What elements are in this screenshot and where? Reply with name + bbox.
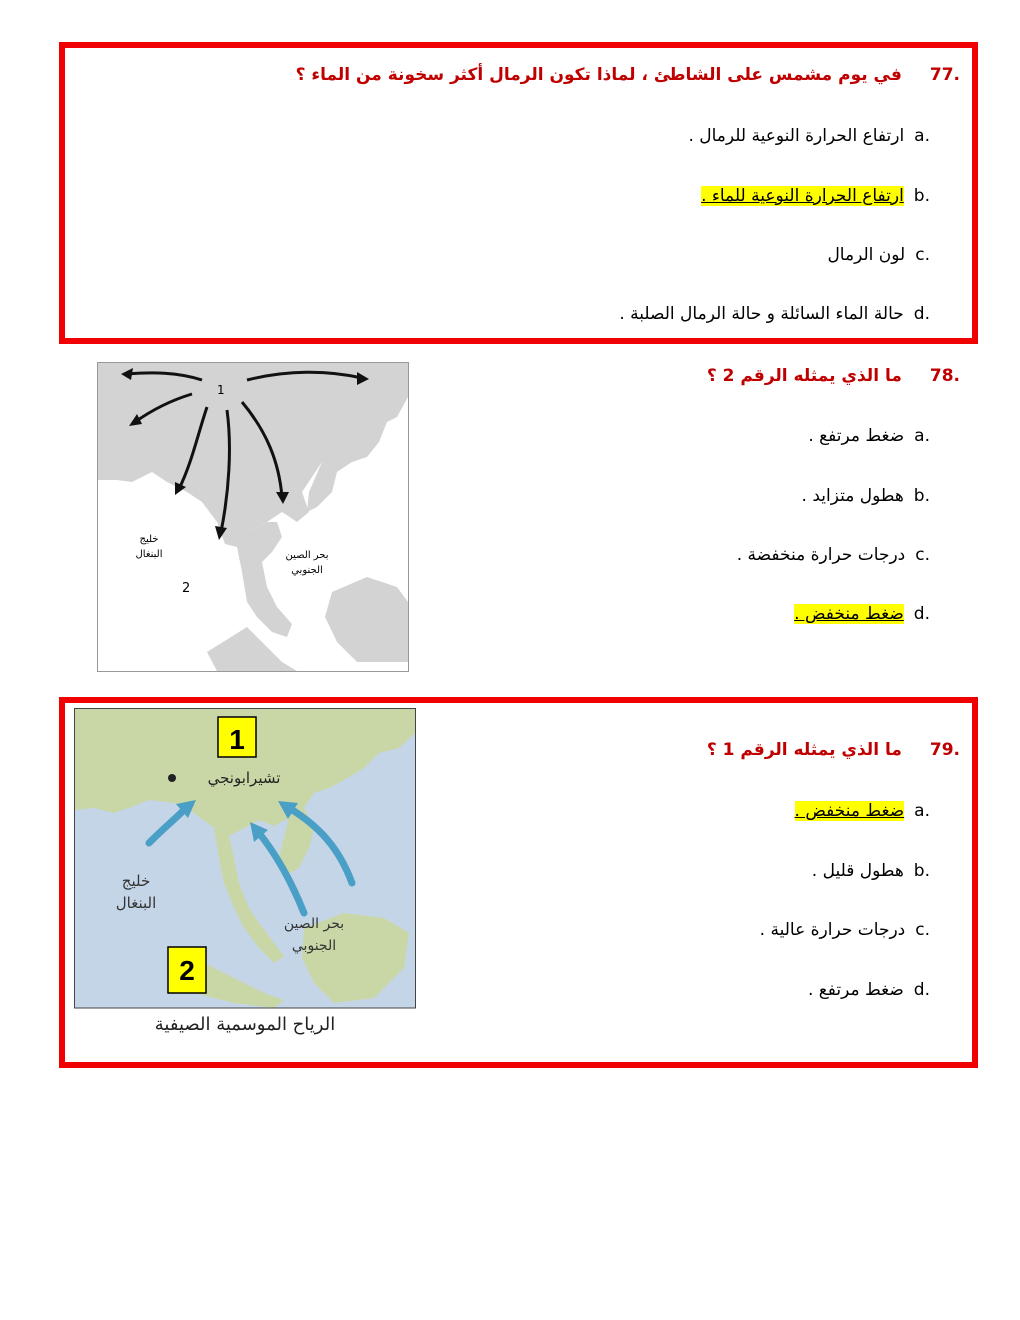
question-number: .77 xyxy=(929,65,960,85)
sea-label-line2: الجنوبي xyxy=(291,938,337,954)
option-letter: .d xyxy=(913,304,930,324)
city-dot xyxy=(168,774,176,782)
question-number: .79 xyxy=(929,740,960,760)
option-text-highlighted: ضغط منخفض . xyxy=(794,604,904,624)
option-letter: .c xyxy=(915,245,930,265)
option-text: لون الرمال xyxy=(827,245,906,265)
option-79-b[interactable] xyxy=(812,861,930,881)
option-text: ارتفاع الحرارة النوعية للرمال . xyxy=(688,126,905,146)
option-text: هطول متزايد . xyxy=(801,486,904,506)
option-79-d[interactable] xyxy=(808,980,930,1000)
sea-label-line2: الجنوبي xyxy=(291,565,323,576)
option-letter: .b xyxy=(913,486,930,506)
option-text: درجات حرارة منخفضة . xyxy=(736,545,906,565)
question-text: ما الذي يمثله الرقم 1 ؟ xyxy=(706,740,902,760)
option-letter: .d xyxy=(913,604,930,624)
option-text: درجات حرارة عالية . xyxy=(759,920,906,940)
option-text-highlighted: ارتفاع الحرارة النوعية للماء . xyxy=(701,186,904,206)
option-78-b[interactable] xyxy=(802,486,930,506)
option-text: هطول قليل . xyxy=(811,861,904,881)
option-letter: .b xyxy=(913,186,930,206)
option-text: حالة الماء السائلة و حالة الرمال الصلبة . xyxy=(619,304,904,324)
map-label-2: 2 xyxy=(182,581,191,596)
question-text: في يوم مشمس على الشاطئ ، لماذا تكون الرمال أكثر سخونة من الماء ؟ xyxy=(295,65,902,85)
option-79-c[interactable] xyxy=(760,920,930,940)
option-letter: .a xyxy=(914,801,930,821)
monsoon-map-winter xyxy=(97,362,409,672)
question-79-title xyxy=(707,740,960,760)
question-78-title xyxy=(707,366,960,386)
bay-label-line1: خليج xyxy=(121,872,151,890)
sea-label-line1: بحر الصين xyxy=(283,916,345,932)
city-label: تشيرابونجي xyxy=(207,769,281,787)
option-letter: .a xyxy=(914,426,930,446)
option-77-b[interactable] xyxy=(701,186,930,206)
map-label-1: 1 xyxy=(217,383,225,397)
option-79-a[interactable] xyxy=(795,801,930,821)
option-letter: .b xyxy=(913,861,930,881)
option-text: ضغط مرتفع . xyxy=(807,980,904,1000)
question-77-title xyxy=(296,65,960,85)
bay-label-line1: خليج xyxy=(139,534,159,545)
option-77-d[interactable] xyxy=(619,304,930,324)
option-77-c[interactable] xyxy=(827,245,930,265)
bay-label-line2: البنغال xyxy=(115,894,157,912)
label-1: 1 xyxy=(229,724,245,755)
question-number: .78 xyxy=(929,366,960,386)
option-text: ضغط مرتفع . xyxy=(808,426,905,446)
sea-label-line1: بحر الصين xyxy=(285,550,329,561)
option-letter: .c xyxy=(915,920,930,940)
question-text: ما الذي يمثله الرقم 2 ؟ xyxy=(706,366,902,386)
option-letter: .d xyxy=(913,980,930,1000)
option-78-d[interactable] xyxy=(794,604,930,624)
label-2: 2 xyxy=(179,955,195,986)
option-78-c[interactable] xyxy=(737,545,930,565)
monsoon-map-summer xyxy=(74,708,416,1041)
option-letter: .a xyxy=(914,126,930,146)
option-text-highlighted: ضغط منخفض . xyxy=(794,801,905,821)
map-caption: الرياح الموسمية الصيفية xyxy=(154,1014,336,1035)
bay-label-line2: البنغال xyxy=(135,549,163,560)
option-77-a[interactable] xyxy=(688,126,930,146)
option-78-a[interactable] xyxy=(808,426,930,446)
option-letter: .c xyxy=(915,545,930,565)
